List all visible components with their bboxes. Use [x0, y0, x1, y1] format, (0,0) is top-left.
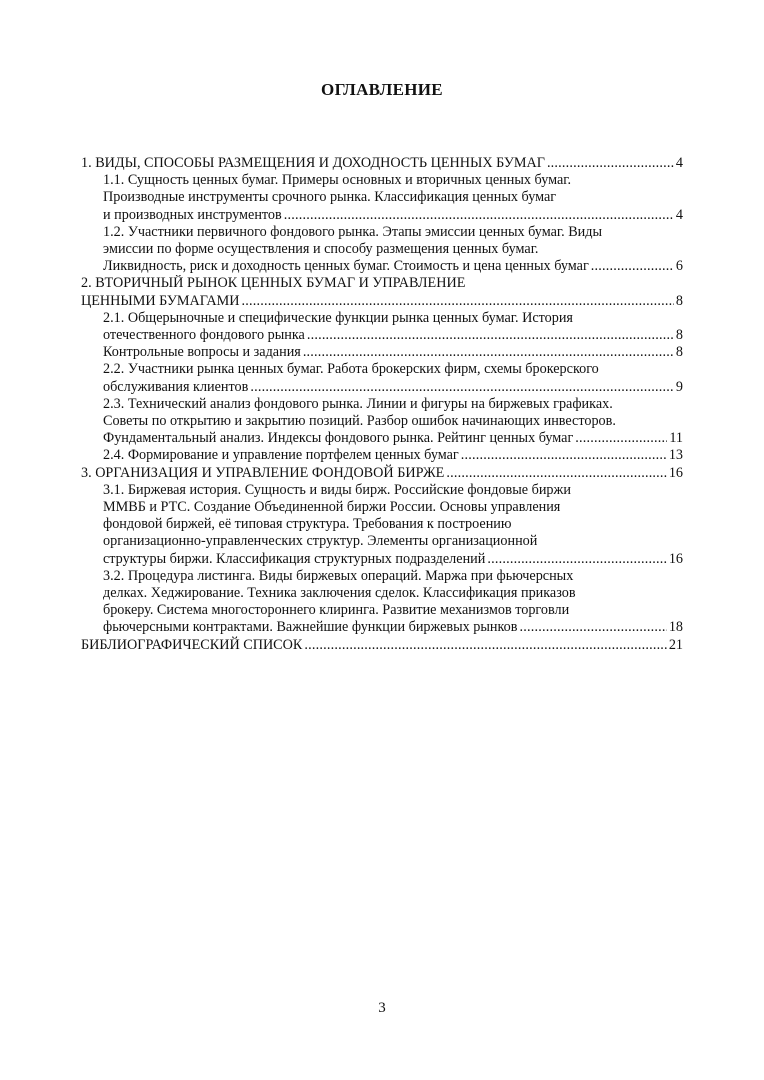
toc-entry[interactable]	[81, 465, 683, 482]
toc-entry-line: структуры биржи. Классификация структурных подразделений	[103, 550, 486, 567]
dot-leader	[303, 344, 674, 361]
dot-leader	[461, 447, 667, 464]
toc-entry[interactable]	[81, 155, 683, 172]
toc-page-number: 8	[675, 292, 683, 309]
dot-leader	[250, 379, 674, 396]
toc-entry-line: делках. Хеджирование. Техника заключения сделок. Классификация приказов	[103, 585, 576, 602]
toc-entry-line: обслуживания клиентов	[103, 378, 249, 395]
toc-page-number: 11	[669, 430, 683, 447]
toc-entry[interactable]	[81, 568, 683, 637]
toc-entry-line: 3. ОРГАНИЗАЦИЯ И УПРАВЛЕНИЕ ФОНДОВОЙ БИРЖЕ	[81, 464, 445, 481]
toc-page-number: 8	[675, 344, 683, 361]
toc-entry-line: фондовой биржей, её типовая структура. Требования к построению	[103, 516, 512, 533]
toc-entry-line: Производные инструменты срочного рынка. Классификация ценных бумаг	[103, 189, 557, 206]
toc-entry-line: ММВБ и РТС. Создание Объединенной биржи России. Основы управления	[103, 499, 561, 516]
page-number: 3	[378, 1000, 386, 1016]
toc-entry-line: брокеру. Система многостороннего клиринга. Развитие механизмов торговли	[103, 602, 570, 619]
toc-entry[interactable]	[81, 482, 683, 568]
toc-entry-line: Фундаментальный анализ. Индексы фондового рынка. Рейтинг ценных бумаг	[103, 430, 574, 447]
toc-entry-line: 3.2. Процедура листинга. Виды биржевых операций. Маржа при фьючерсных	[103, 567, 574, 584]
toc-page-number: 4	[675, 206, 683, 223]
toc-page-number: 9	[675, 378, 683, 395]
toc-entry-line: эмиссии по форме осуществления и способу размещения ценных бумаг.	[103, 241, 539, 258]
toc-entry[interactable]	[81, 310, 683, 344]
page-title: ОГЛАВЛЕНИЕ	[321, 80, 443, 99]
toc-entry-last-line	[103, 619, 683, 636]
toc-entry-last-line	[103, 207, 683, 224]
toc-entry[interactable]	[81, 172, 683, 224]
toc-entry-line: 1. ВИДЫ, СПОСОБЫ РАЗМЕЩЕНИЯ И ДОХОДНОСТЬ ЦЕННЫХ БУМАГ	[81, 155, 545, 171]
toc-entry[interactable]	[81, 275, 683, 309]
toc-entry-last-line	[103, 447, 683, 464]
dot-leader	[575, 430, 667, 447]
toc-entry-line: Советы по открытию и закрытию позиций. Разбор ошибок начинающих инвесторов.	[103, 413, 616, 430]
toc-entry[interactable]	[81, 396, 683, 448]
toc-page-number: 16	[668, 550, 683, 567]
toc-entry-line: 1.2. Участники первичного фондового рынка. Этапы эмиссии ценных бумаг. Виды	[103, 223, 603, 240]
toc-entry-line: 2.1. Общерыночные и специфические функции рынка ценных бумаг. История	[103, 309, 573, 326]
toc-entry-last-line	[81, 465, 683, 482]
toc-entry-line: Контрольные вопросы и задания	[103, 344, 301, 361]
toc-page-number: 16	[668, 464, 683, 481]
table-of-contents	[81, 155, 683, 654]
toc-entry-last-line	[103, 430, 683, 447]
toc-entry-last-line	[103, 327, 683, 344]
toc-entry-line: 2. ВТОРИЧНЫЙ РЫНОК ЦЕННЫХ БУМАГ И УПРАВЛЕНИЕ	[81, 275, 466, 292]
dot-leader	[307, 327, 674, 344]
toc-page-number: 4	[675, 155, 683, 171]
dot-leader	[304, 637, 666, 654]
dot-leader	[547, 155, 674, 172]
toc-entry-line: 2.3. Технический анализ фондового рынка. Линии и фигуры на биржевых графиках.	[103, 395, 613, 412]
toc-entry[interactable]	[81, 344, 683, 361]
toc-entry-line: 2.4. Формирование и управление портфелем ценных бумаг	[103, 447, 459, 464]
toc-entry-line: ЦЕННЫМИ БУМАГАМИ	[81, 292, 240, 309]
toc-page-number: 13	[668, 447, 683, 464]
dot-leader	[487, 551, 666, 568]
toc-entry-last-line	[81, 293, 683, 310]
dot-leader	[284, 207, 674, 224]
toc-entry[interactable]	[81, 361, 683, 395]
dot-leader	[591, 258, 674, 275]
toc-entry-line: Ликвидность, риск и доходность ценных бумаг. Стоимость и цена ценных бумаг	[103, 258, 589, 275]
toc-page-number: 18	[668, 619, 683, 636]
toc-entry-line: 2.2. Участники рынка ценных бумаг. Работа брокерских фирм, схемы брокерского	[103, 361, 599, 378]
toc-entry-last-line	[103, 551, 683, 568]
toc-entry[interactable]	[81, 224, 683, 276]
toc-entry-last-line	[81, 155, 683, 172]
toc-page-number: 8	[675, 327, 683, 344]
dot-leader	[242, 293, 674, 310]
toc-entry-last-line	[103, 344, 683, 361]
toc-entry-line: БИБЛИОГРАФИЧЕСКИЙ СПИСОК	[81, 636, 303, 653]
toc-entry-line: 1.1. Сущность ценных бумаг. Примеры основных и вторичных ценных бумаг.	[103, 172, 572, 189]
toc-entry-line: организационно-управленческих структур. Элементы организационной	[103, 533, 538, 550]
toc-entry-last-line	[81, 637, 683, 654]
toc-entry-line: 3.1. Биржевая история. Сущность и виды бирж. Российские фондовые биржи	[103, 481, 571, 498]
toc-entry[interactable]	[81, 447, 683, 464]
dot-leader	[519, 619, 666, 636]
toc-page-number: 21	[668, 636, 683, 653]
toc-entry[interactable]	[81, 637, 683, 654]
dot-leader	[446, 465, 666, 482]
toc-entry-line: отечественного фондового рынка	[103, 327, 305, 344]
toc-entry-line: и производных инструментов	[103, 206, 282, 223]
toc-entry-last-line	[103, 379, 683, 396]
toc-page-number: 6	[675, 258, 683, 275]
toc-entry-last-line	[103, 258, 683, 275]
toc-entry-line: фьючерсными контрактами. Важнейшие функции биржевых рынков	[103, 619, 518, 636]
